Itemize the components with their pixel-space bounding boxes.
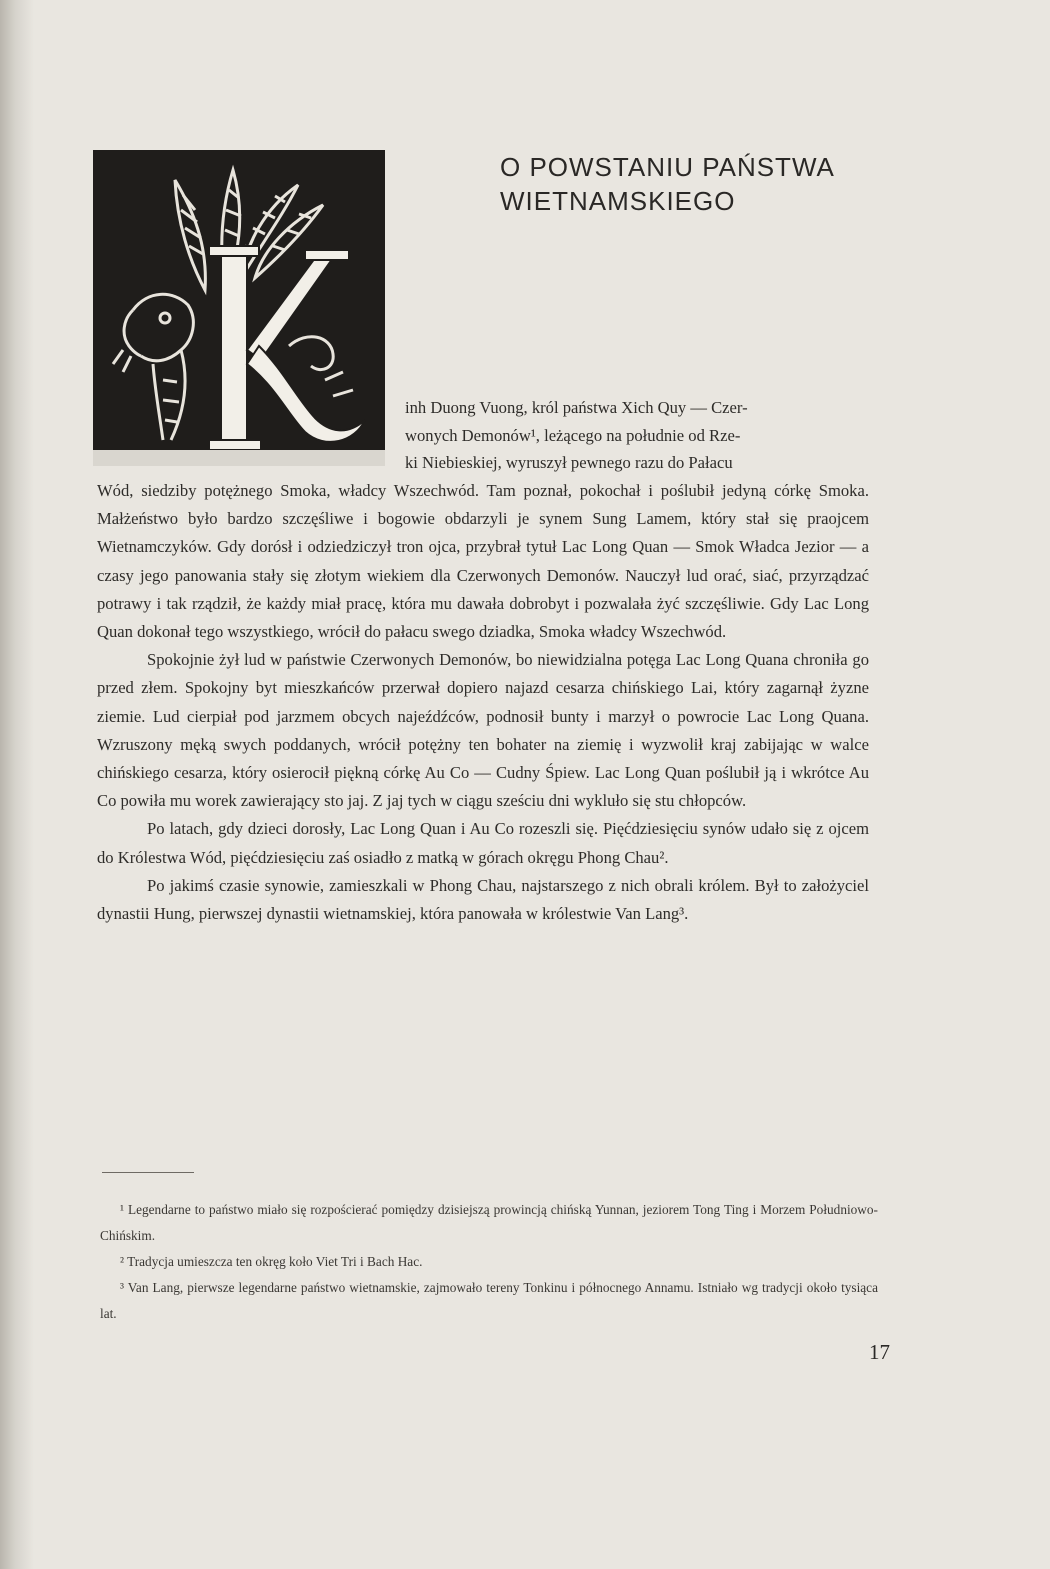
paragraph-1: Wód, siedziby potężnego Smoka, władcy Wszechwód. Tam poznał, pokochał i poślubił jedyną córkę Smoka. Małżeństwo było bardzo szczęśliwe i bogowie obdarzyli je synem Sung Lamem, który stał się praojcem Wietnamczyków. Gdy dorósł i odziedziczył tron ojca, przybrał tytuł Lac Long Quan — Smok Władca Jezior — a czasy jego panowania stały się złotym wiekiem dla Czerwonych Demonów. Nauczył lud orać, siać, przyrządzać potrawy i tak rządził, że każdy miał pracę, która mu dawała dobrobyt i pozwalała żyć szczęśliwie. Gdy Lac Long Quan dokonał tego wszystkiego, wrócił do pałacu swego dziadka, Smoka władcy Wszechwód. — [97, 481, 869, 642]
decorated-initial-k — [93, 150, 385, 466]
opening-paragraph-beside-initial — [405, 394, 865, 477]
paragraph-4: Po jakimś czasie synowie, zamieszkali w Phong Chau, najstarszego z nich obrali królem. Był to założyciel dynastii Hung, pierwszej dynastii wietnamskiej, która panowała w królestwie Van Lang³. — [97, 875, 869, 924]
paragraph-2: Spokojnie żył lud w państwie Czerwonych Demonów, bo niewidzialna potęga Lac Long Quana chroniła go przed złem. Spokojny byt mieszkańców przerwał dopiero najazd cesarza chińskiego Lai, który zagarnął żyzne ziemie. Lud cierpiał pod jarzmem obcych najeźdźców, podnosił bunty i marzył o powrocie Lac Long Quana. Wzruszony męką swych poddanych, wrócił potężny ten bohater na ziemię i wyzwolił kraj zabijając w walce chińskiego cesarza, który osierocił piękną córkę Au Co — Cudny Śpiew. Lac Long Quan poślubił ją i wkrótce Au Co powiła mu worek zawierający sto jaj. Z jaj tych w ciągu sześciu dni wykluło się stu chłopców. — [97, 650, 869, 811]
footnote-2: ² Tradycja umieszcza ten okręg koło Viet Tri i Bach Hac. — [120, 1254, 423, 1269]
dragon-initial-illustration — [93, 150, 385, 466]
intro-line-3: ki Niebieskiej, wyruszył pewnego razu do Pałacu — [405, 453, 733, 472]
footnote-separator — [102, 1172, 194, 1173]
chapter-title-line-2: WIETNAMSKIEGO — [500, 186, 736, 216]
paragraph-3: Po latach, gdy dzieci dorosły, Lac Long Quan i Au Co rozeszli się. Pięćdziesięciu synów udało się z ojcem do Królestwa Wód, pięćdziesięciu zaś osiadło z matką w górach okręgu Phong Chau². — [97, 819, 869, 867]
page-gutter-shadow — [0, 0, 34, 1569]
main-text — [97, 477, 869, 928]
chapter-title — [500, 150, 920, 218]
footnotes — [100, 1197, 878, 1327]
intro-line-1: inh Duong Vuong, król państwa Xich Quy — Czer- — [405, 398, 748, 417]
page-number: 17 — [869, 1340, 890, 1364]
footnote-1: ¹ Legendarne to państwo miało się rozpościerać pomiędzy dzisiejszą prowincją chińską Yunnan, jeziorem Tong Ting i Morzem Południowo-Chińskim. — [100, 1202, 878, 1243]
chapter-title-line-1: O POWSTANIU PAŃSTWA — [500, 152, 835, 182]
footnote-3: ³ Van Lang, pierwsze legendarne państwo wietnamskie, zajmowało tereny Tonkinu i północnego Annamu. Istniało wg tradycji około tysiąca lat. — [100, 1280, 878, 1321]
intro-line-2: wonych Demonów¹, leżącego na południe od Rze- — [405, 425, 741, 445]
